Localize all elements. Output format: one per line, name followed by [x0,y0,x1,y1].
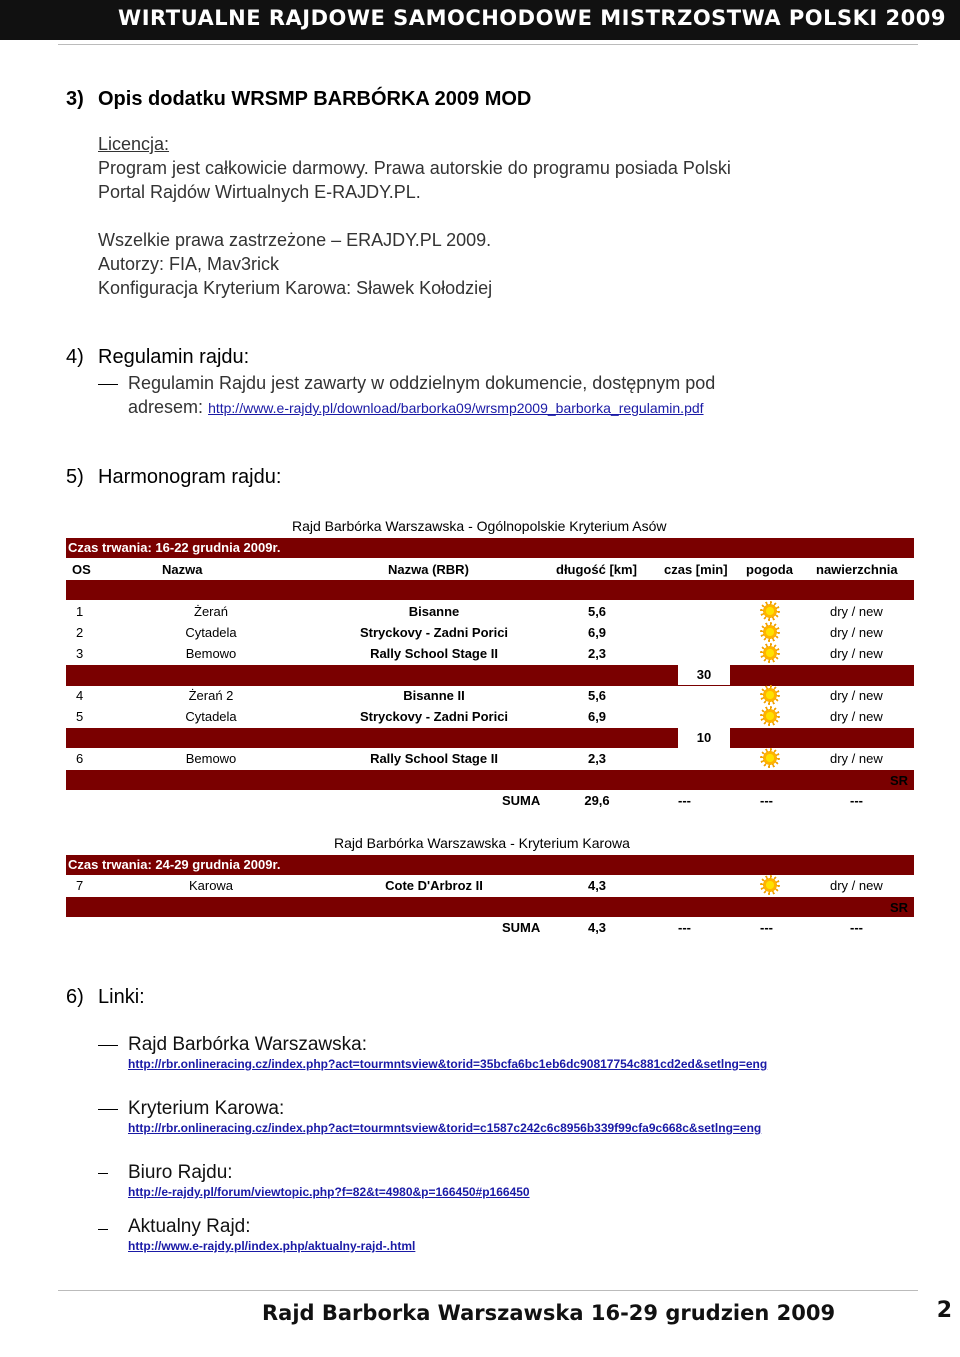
cell-length: 4,3 [587,878,607,893]
table-row [66,623,914,643]
link-3-title: Biuro Rajdu: [128,1162,233,1183]
sum-label: SUMA [502,920,541,935]
table-row [66,876,914,896]
section-4-heading [66,346,249,369]
cell-rbr: Stryckovy - Zadni Porici [359,709,509,724]
sum-surface: --- [850,920,863,935]
sum-weather: --- [760,793,773,808]
license-label: Licencja: [98,134,170,154]
bullet-dash [98,1045,118,1046]
cell-os: 6 [76,751,84,766]
service-row-bg [66,666,914,686]
table-row [66,707,914,727]
cell-os: 2 [76,625,84,640]
sun-icon [762,603,778,619]
rights-text: Wszelkie prawa zastrzeżone – ERAJDY.PL 2009. [98,230,492,250]
cell-length: 2,3 [587,646,607,661]
th-name: Nazwa [162,562,203,577]
section-5-heading [66,466,281,489]
cell-surface: dry / new [830,646,883,661]
link-2-title: Kryterium Karowa: [128,1098,285,1119]
cell-name: Cytadela [185,625,237,640]
service-time-2: 10 [678,728,730,748]
link-4-title: Aktualny Rajd: [128,1216,251,1237]
sum-weather: --- [760,920,773,935]
license-line-2: Portal Rajdów Wirtualnych E-RAJDY.PL. [98,182,421,202]
cell-os: 5 [76,709,84,724]
sun-icon [762,687,778,703]
bullet-dash [98,384,118,385]
cell-rbr: Bisanne [408,604,460,619]
table-1-header-row [66,560,914,580]
table-2-sum-row [66,918,914,938]
bullet-dash [98,1109,118,1110]
th-time: czas [min] [664,562,728,577]
th-weather: pogoda [746,562,793,577]
sum-time: --- [678,920,691,935]
cell-rbr: Bisanne II [403,688,465,703]
table-row [66,686,914,706]
cell-surface: dry / new [830,604,883,619]
cell-name: Karowa [188,878,234,893]
sum-length: 29,6 [584,793,610,808]
cell-surface: dry / new [830,878,883,893]
config-text: Konfiguracja Kryterium Karowa: Sławek Kołodziej [98,278,493,298]
license-line-1: Program jest całkowicie darmowy. Prawa autorskie do programu posiada Polski [98,158,731,178]
table-row [66,749,914,769]
header-rule [58,44,918,45]
section-3-title: Opis dodatku WRSMP BARBÓRKA 2009 MOD [98,88,532,110]
cell-rbr: Cote D'Arbroz II [385,878,483,893]
regulation-line-1: Regulamin Rajdu jest zawarty w oddzielnym dokumencie, dostępnym pod [128,373,716,393]
sum-length: 4,3 [587,920,607,935]
cell-length: 5,6 [587,688,607,703]
section-4-number: 4) [66,346,84,368]
table-row [66,644,914,664]
header-title: WIRTUALNE RAJDOWE SAMOCHODOWE MISTRZOSTWA POLSKI 2009 [118,6,946,30]
header-band [0,0,960,40]
table-2-duration: Czas trwania: 24-29 grudnia 2009r. [66,855,293,875]
link-2-url[interactable]: http://rbr.onlineracing.cz/index.php?act=tourmntsview&torid=c1587c242c6c8956b339f99cfa9c668c&setlng=eng [128,1121,762,1135]
sun-icon [762,624,778,640]
cell-os: 7 [76,878,84,893]
sun-icon [762,708,778,724]
sun-icon [762,877,778,893]
table-1-end-label: SR [890,773,909,788]
cell-length: 5,6 [587,604,607,619]
footer-rule [58,1290,918,1291]
table-1-sum-row [66,791,914,811]
footer-title: Rajd Barborka Warszawska 16-29 grudzien 2009 [262,1301,836,1325]
th-length: długość [km] [556,562,637,577]
link-3-url[interactable]: http://e-rajdy.pl/forum/viewtopic.php?f=82&t=4980&p=166450#p166450 [128,1185,530,1199]
link-1-url[interactable]: http://rbr.onlineracing.cz/index.php?act=tourmntsview&torid=35bcfa6bc1eb6dc90817754c881cd2ed&setlng=eng [128,1057,768,1071]
cell-name: Cytadela [185,709,237,724]
cell-length: 2,3 [587,751,607,766]
bullet-dash [98,1173,108,1174]
cell-surface: dry / new [830,625,883,640]
sum-time: --- [678,793,691,808]
section-6-title: Linki: [98,986,145,1008]
cell-length: 6,9 [587,709,607,724]
sun-icon [762,750,778,766]
table-2-caption: Rajd Barbórka Warszawska - Kryterium Karowa [334,835,630,851]
service-time-1: 30 [678,665,730,685]
th-rbr: Nazwa (RBR) [388,562,469,577]
cell-rbr: Rally School Stage II [370,646,498,661]
cell-os: 3 [76,646,84,661]
section-3-heading [66,88,531,111]
table-2-end-label: SR [890,900,909,915]
table-1-caption: Rajd Barbórka Warszawska - Ogólnopolskie Kryterium Asów [292,518,667,534]
sun-icon [762,645,778,661]
regulation-prefix: adresem: [128,397,204,417]
cell-name: Bemowo [185,751,237,766]
cell-name: Żerań 2 [188,688,234,703]
bullet-dash [98,1229,108,1230]
regulation-link[interactable]: http://www.e-rajdy.pl/download/barborka09/wrsmp2009_barborka_regulamin.pdf [208,400,704,416]
section-6-heading [66,986,145,1009]
cell-os: 4 [76,688,84,703]
th-os: OS [72,562,91,577]
sum-label: SUMA [502,793,541,808]
cell-surface: dry / new [830,709,883,724]
table-1-end-bar [66,770,914,790]
cell-surface: dry / new [830,751,883,766]
table-row [66,602,914,622]
authors-text: Autorzy: FIA, Mav3rick [98,254,280,274]
cell-os: 1 [76,604,84,619]
link-4-url[interactable]: http://www.e-rajdy.pl/index.php/aktualny-rajd-.html [128,1239,416,1253]
section-4-title: Regulamin rajdu: [98,346,250,368]
section-5-title: Harmonogram rajdu: [98,466,282,488]
link-1-title: Rajd Barbórka Warszawska: [128,1034,367,1055]
table-1-duration: Czas trwania: 16-22 grudnia 2009r. [66,538,293,558]
page-number: 2 [936,1298,952,1323]
cell-surface: dry / new [830,688,883,703]
section-6-number: 6) [66,986,84,1008]
section-3-number: 3) [66,88,84,110]
cell-rbr: Stryckovy - Zadni Porici [359,625,509,640]
th-surface: nawierzchnia [816,562,898,577]
table-2-end-bar [66,897,914,917]
table-1-header-bar [66,580,914,600]
cell-rbr: Rally School Stage II [370,751,498,766]
service-row-2 [66,728,914,748]
cell-name: Żerań [194,604,228,619]
section-5-number: 5) [66,466,84,488]
sum-surface: --- [850,793,863,808]
cell-name: Bemowo [185,646,237,661]
cell-length: 6,9 [587,625,607,640]
